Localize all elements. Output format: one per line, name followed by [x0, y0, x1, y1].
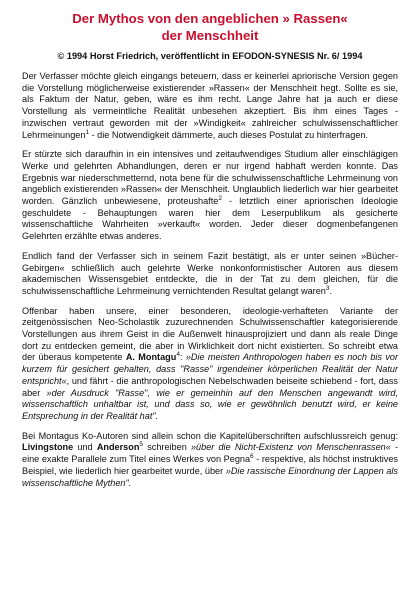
- paragraph-5-text-a: Bei Montagus Ko-Autoren sind allein schon die Kapitelüberschriften aufschlussreich genug:: [22, 430, 398, 441]
- footnote-ref-4: 4: [176, 351, 180, 359]
- title-line-2: der Menschheit: [161, 28, 259, 43]
- paragraph-5-text-d: - eine exakte Parallele zum Titel eines Werkes von Pegna: [22, 442, 399, 465]
- paragraph-2-text-a: Er stürzte sich daraufhin in ein intensives und zeitaufwendiges Studium aller einschlägigen Werke und gelehrten Abhandlungen, deren er nur irgend habhaft werden konnte. Das Ergebnis war niederschmetternd, nota bene für die schulwissenschaftliche Lehrmeinung von angeblich existierenden »Rassen« der Menschheit. Unglaublich liederlich war hier gearbeitet worden. Gänzlich unbewiesene, proteushafte: [22, 149, 398, 207]
- montagu-quote-2: »der Ausdruck "Rasse", wie er gemeinhin auf den Menschen angewandt wird, wissenschaftlich unhaltbar ist, und dass so, wie er gewöhnlich benutzt wird, er keine Entsprechung in der Realität hat".: [22, 387, 398, 421]
- montagu-quote-1: »Die meisten Anthropologen haben es noch bis vor kurzem für gesichert gehalten, dass "Rasse" irgendeiner körperlichen Realität der Natur entspricht«: [22, 352, 398, 386]
- paragraph-5: [22, 431, 398, 490]
- footnote-ref-2: 2: [218, 194, 222, 202]
- paragraph-5-text-e: - respektive, als höchst instruktives Beispiel, wie liederlich hier gearbeitet wurde, über: [22, 454, 398, 476]
- paragraph-4-text-b: :: [179, 352, 186, 363]
- lappen-quote: »Die rassische Einordnung der Lappen als wissenschaftliche Mythen".: [22, 465, 398, 488]
- title-line-1: Der Mythos von den angeblichen » Rassen«: [72, 11, 348, 26]
- author-montagu: A. Montagu: [125, 352, 177, 363]
- paragraph-5-text-b: und: [73, 442, 97, 453]
- document-title: [22, 10, 398, 44]
- footnote-ref-6: 6: [250, 453, 254, 461]
- paragraph-2: [22, 149, 398, 243]
- paragraph-4-text-c: , und fährt - die anthropologischen Nebelschwaden beiseite schiebend - fort, dass aber: [22, 375, 398, 398]
- author-anderson: Anderson: [96, 442, 140, 453]
- paragraph-1-text-a: Der Verfasser möchte gleich eingangs beteuern, dass er keinerlei apriorische Version gegen die Vorstellung möglicherweise existierender »Rassen« der Menschheit hegt. Sollte es sie, als Faktum der Natur, geben, wäre es ihm recht. Lange Jahre hat ja auch er diese Vorstellung als vermeintliche Realität unbesehen akzeptiert. Bis ihm eines Tages - inzwischen vertraut geworden mit der »Windigkeit« zahlreicher schulwissenschaftlicher Lehrmeinungen: [22, 71, 398, 140]
- footnote-ref-5: 5: [139, 441, 144, 449]
- footnote-ref-1: 1: [85, 128, 90, 136]
- livingstone-anderson-quote: »über die Nicht-Existenz von Menschenrassen«: [190, 442, 391, 453]
- author-livingstone: Livingstone: [22, 442, 74, 453]
- paragraph-1: [22, 71, 398, 141]
- footnote-ref-3: 3: [325, 284, 330, 292]
- paragraph-3-text-a: Endlich fand der Verfasser sich in seinem Fazit bestätigt, als er unter seinen »Bücher-Gebirgen« schließlich auch gelehrte Werke nonkonformistischer Autoren aus diesem akademischen Wissensgebiet entdeckte, die in der Tat zu dem gleichen, für die schulwissenschaftliche Lehrmeinung vernichtenden Resultat gelangt waren: [22, 250, 398, 296]
- paragraph-1-text-b: - die Notwendigkeit dämmerte, auch dieses Postulat zu hinterfragen.: [89, 129, 369, 140]
- copyright-byline: © 1994 Horst Friedrich, veröffentlicht in EFODON-SYNESIS Nr. 6/ 1994: [57, 51, 363, 61]
- paragraph-4: [22, 306, 398, 423]
- paragraph-4-text-a: Offenbar haben unsere, einer besonderen, ideologie-verhafteten Variante der zeitgenössischen Neo-Scholastik zuzurechnenden Schulwissenschaftler kategorisierende Vorstellungen aus ihrem Geist in die Außenwelt hinausprojiziert und dann als reale Dinge dort zu entdecken gemeint, die aber in Wirklichkeit dort nicht existierten. So schreibt etwa der überaus kompetente: [22, 305, 398, 363]
- paragraph-3-text-b: .: [329, 285, 333, 296]
- paragraph-5-text-c: schreiben: [143, 442, 191, 453]
- paragraph-2-text-b: - letztlich einer apriorischen Ideologie geschuldete - Behauptungen waren hier dem Leserpublikum als gesicherte wissenschaftliche Wahrheiten »verkauft« worden. Jeder dieser dogmenbefangenen Gelehrten erzählte etwas anderes.: [22, 196, 398, 242]
- paragraph-3: [22, 251, 398, 298]
